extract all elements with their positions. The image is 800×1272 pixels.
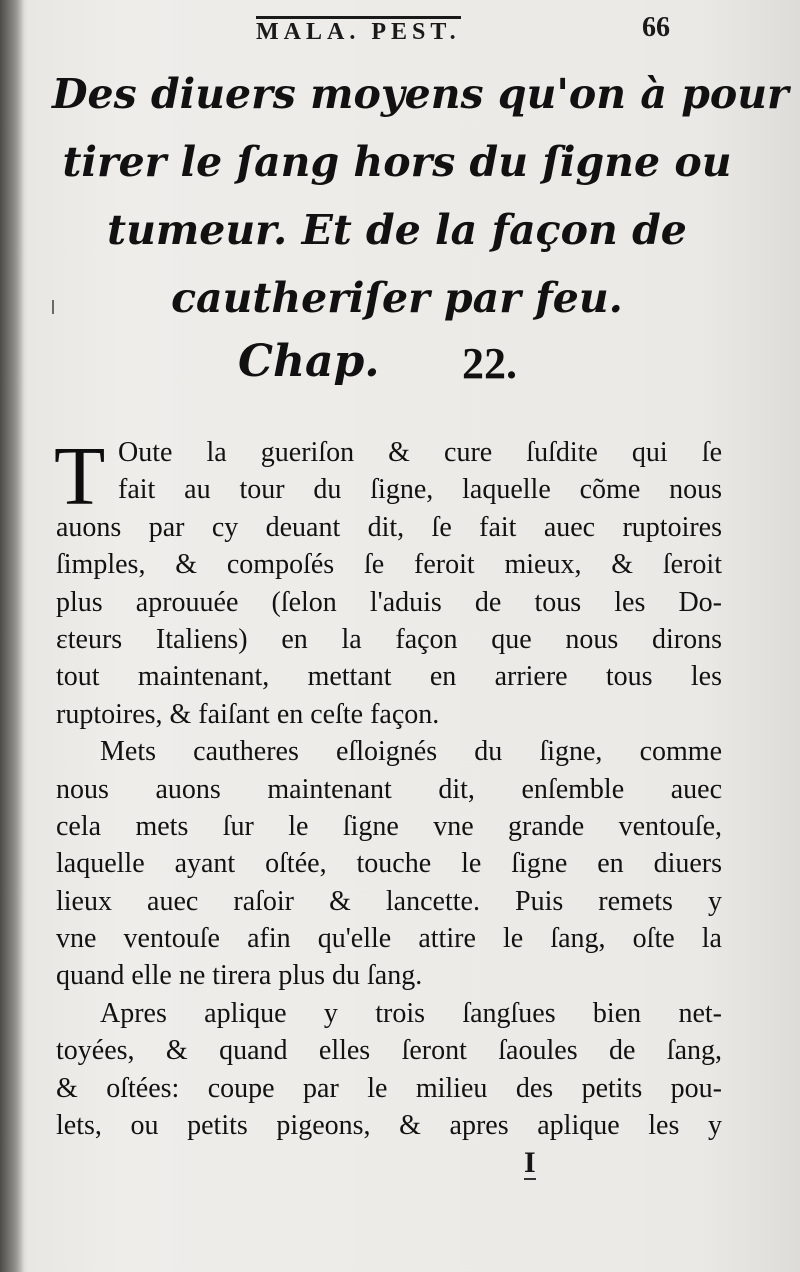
text-line: ruptoires, & faiſant en ceſte façon. [56,698,440,730]
paragraph [56,995,722,1145]
text-line: tout maintenant, mettant en arriere tous les [56,661,722,693]
chapter-label [0,336,800,396]
text-line: plus aprouuée (ſelon l'aduis de tous les Do- [56,586,722,618]
text-line: cela mets ſur le ſigne vne grande ventouſe, [56,810,722,842]
text-line: fait au tour du ſigne, laquelle cõme nous [118,474,722,506]
text-line: ſimples, & compoſés ſe feroit mieux, & ſeroit [56,549,722,581]
text-line: & oſtées: coupe par le milieu des petits pou- [56,1072,722,1104]
gutter-shadow [0,0,24,1272]
text-line: auons par cy deuant dit, ſe fait auec ruptoires [56,511,722,543]
text-line: quand elle ne tirera plus du ſang. [56,960,423,992]
chapter-title-line: tumeur. Et de la façon de [107,206,687,254]
paragraph [54,430,722,733]
running-title: MALA. PEST. [256,16,461,46]
signature-mark: I [524,1146,536,1179]
text-line: Mets cautheres eſloignés du ſigne, comme [100,736,722,768]
text-line: lieux auec raſoir & lancette. Puis remets y [56,885,722,917]
running-head [0,10,800,46]
drop-cap: T [54,430,106,523]
paragraph [56,733,722,995]
text-line: lets, ou petits pigeons, & apres aplique les y [56,1110,722,1142]
chapter-word: Chap. [238,336,380,387]
page-number: 66 [642,12,670,43]
chapter-title-line: Des diuers moyens qu'on à pour [52,70,789,118]
text-line: ɛteurs Italiens) en la façon que nous dirons [56,623,722,655]
text-line: toyées, & quand elles ſeront ſaoules de ſang, [56,1035,722,1067]
chapter-title-line: cautheriſer par feu. [171,274,623,322]
chapter-title [52,60,789,332]
text-line: Oute la gueriſon & cure ſuſdite qui ſe [118,437,722,468]
chapter-number: 22. [462,339,517,388]
text-line: nous auons maintenant dit, enſemble auec [56,773,722,805]
body-text [54,430,722,1144]
ink-speck [52,300,62,314]
chapter-title-line: tirer le ſang hors du ſigne ou [62,138,732,186]
text-line: laquelle ayant oſtée, touche le ſigne en diuers [56,848,722,880]
text-line: vne ventouſe afin qu'elle attire le ſang, oſte la [56,923,722,955]
text-line: Apres aplique y trois ſangſues bien net- [100,997,722,1029]
